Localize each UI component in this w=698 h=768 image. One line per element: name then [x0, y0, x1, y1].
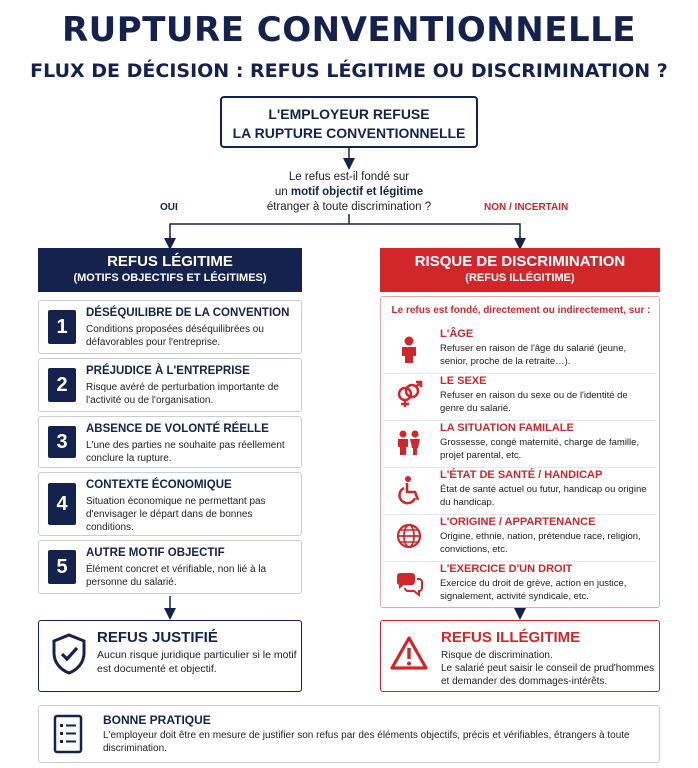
shield-check-icon: [51, 633, 87, 675]
checklist-document-icon: [53, 714, 83, 754]
illegitimate-refusal-title: REFUS ILLÉGITIME: [441, 629, 581, 646]
criterion-desc: Exercice du droit de grève, action en justice, signalement, activité syndicale, etc.: [440, 578, 627, 602]
motive-desc: Situation économique ne permettant pas d'envisager le départ dans de bonnes conditions.: [86, 496, 266, 533]
legit-refusal-header: [38, 248, 302, 292]
illegitimate-refusal-box: [380, 620, 660, 692]
good-practice-desc: L'employeur doit être en mesure de justifier son refus par des éléments objectifs, précis et vérifiables, étrangers à toute discrimination.: [103, 730, 630, 754]
motive-desc: Risque avéré de perturbation importante de l'activité ou de l'organisation.: [86, 382, 279, 406]
discrimination-criterion: [384, 563, 656, 607]
criterion-title: L'ORIGINE / APPARTENANCE: [440, 516, 596, 528]
legit-refusal-title: REFUS LÉGITIME: [107, 253, 233, 270]
motive-title: AUTRE MOTIF OBJECTIF: [86, 547, 225, 559]
criterion-desc: État de santé actuel ou futur, handicap ou origine du handicap.: [440, 484, 647, 508]
criterion-desc: Origine, ethnie, nation, prétendue race, religion, convictions, etc.: [440, 531, 641, 555]
globe-icon: [394, 521, 424, 551]
legit-refusal-subtitle: (MOTIFS OBJECTIFS ET LÉGITIMES): [73, 272, 267, 284]
decision-question: [210, 170, 488, 215]
person-icon: [394, 334, 424, 364]
motive-desc: Conditions proposées déséquilibrées ou défavorables pour l'entreprise.: [86, 324, 264, 348]
start-box-line1: L'EMPLOYEUR REFUSE: [268, 106, 430, 122]
motive-desc: L'une des parties ne souhaite pas réellement conclure la rupture.: [86, 440, 285, 464]
question-line3: étranger à toute discrimination ?: [266, 201, 432, 213]
discrimination-criterion: [384, 422, 656, 468]
motive-title: CONTEXTE ÉCONOMIQUE: [86, 479, 232, 491]
good-practice-box: [38, 705, 660, 763]
question-line2: [210, 185, 488, 200]
step-number: 5: [48, 550, 76, 584]
legit-motive-card: [38, 300, 302, 354]
gender-icon: [394, 379, 424, 409]
step-number: 2: [48, 368, 76, 402]
criterion-desc: Refuser en raison de l'âge du salarié (jeune, senior, proche de la retraite…).: [440, 343, 627, 367]
criterion-desc: Grossesse, congé maternité, charge de famille, projet parental, etc.: [440, 437, 640, 461]
step-number: 4: [48, 483, 76, 525]
criterion-title: LE SEXE: [440, 375, 487, 387]
question-prefix: un: [274, 186, 291, 198]
motive-title: DÉSÉQUILIBRE DE LA CONVENTION: [86, 307, 290, 319]
step-number: 1: [48, 310, 76, 344]
family-icon: [394, 428, 424, 458]
warning-icon: [389, 635, 429, 671]
branch-no-label: NON / INCERTAIN: [484, 202, 569, 213]
speech-bubbles-icon: [394, 568, 424, 598]
subtitle: FLUX DE DÉCISION : REFUS LÉGITIME OU DISCRIMINATION ?: [30, 60, 668, 82]
question-emphasis: motif objectif et légitime: [290, 186, 424, 198]
legit-motive-card: [38, 540, 302, 594]
discrimination-criterion: [384, 469, 656, 515]
question-line1: Le refus est-il fondé sur: [288, 171, 410, 183]
criterion-title: L'ÉTAT DE SANTÉ / HANDICAP: [440, 469, 603, 481]
discrimination-criterion: [384, 516, 656, 562]
start-box-line2: LA RUPTURE CONVENTIONNELLE: [232, 125, 466, 141]
legit-motive-card: [38, 416, 302, 468]
discrimination-risk-title: RISQUE DE DISCRIMINATION: [414, 253, 626, 270]
criterion-title: LA SITUATION FAMILALE: [440, 422, 574, 434]
justified-refusal-desc: Aucun risque juridique particulier si le motif est documenté et objectif.: [97, 649, 297, 675]
step-number: 3: [48, 426, 76, 458]
legit-motive-card: [38, 472, 302, 536]
discrimination-criterion: [384, 375, 656, 421]
motive-title: PRÉJUDICE À L'ENTREPRISE: [86, 365, 250, 377]
discrimination-intro: Le refus est fondé, directement ou indirectement, sur :: [391, 305, 651, 316]
illegitimate-refusal-desc-line1: Risque de discrimination.: [441, 650, 553, 661]
criterion-title: L'EXERCICE D'UN DROIT: [440, 563, 573, 575]
justified-refusal-title: REFUS JUSTIFIÉ: [97, 629, 218, 646]
legit-motive-card: [38, 358, 302, 412]
criterion-title: L'ÂGE: [440, 328, 474, 340]
discrimination-risk-header: [380, 248, 660, 292]
main-title: RUPTURE CONVENTIONNELLE: [62, 10, 636, 50]
branch-yes-label: OUI: [160, 202, 178, 213]
motive-title: ABSENCE DE VOLONTÉ RÉELLE: [86, 423, 269, 435]
motive-desc: Élément concret et vérifiable, non lié à la personne du salarié.: [86, 564, 267, 588]
discrimination-criterion: [384, 328, 656, 374]
justified-refusal-box: [38, 620, 302, 692]
wheelchair-icon: [394, 475, 424, 505]
start-box: [220, 96, 478, 148]
criterion-desc: Refuser en raison du sexe ou de l'identité de genre du salarié.: [440, 390, 628, 414]
good-practice-title: BONNE PRATIQUE: [103, 713, 211, 727]
illegitimate-refusal-desc: [441, 649, 656, 688]
illegitimate-refusal-desc-line2: Le salarié peut saisir le conseil de prud'hommes et demander des dommages-intérêts.: [441, 663, 655, 687]
discrimination-risk-subtitle: (REFUS ILLÉGITIME): [465, 272, 575, 284]
